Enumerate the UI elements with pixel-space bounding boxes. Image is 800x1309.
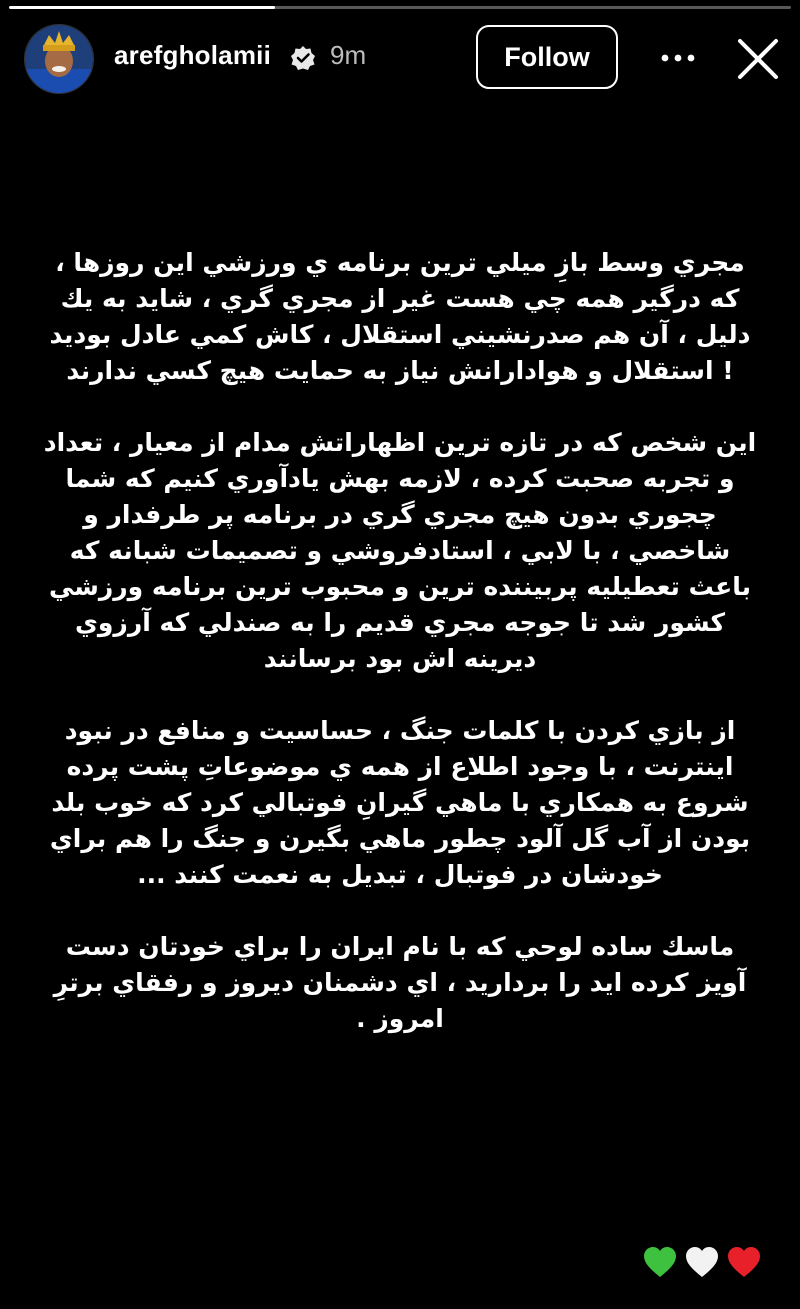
story-paragraph: از بازي كردن با كلمات جنگ ، حساسيت و منافع در نبود اينترنت ، با وجود اطلاع از همه ي موضوعاتِ پشت پرده شروع به همكاري با ماهي گيرانِ فوتبالي كرد كه خوب بلد بودن از آب گل آلود چطور ماهي بگيرن و جنگ را هم براي خودشان در فوتبال ، تبديل به نعمت كنند ...	[49, 716, 751, 889]
more-options-button[interactable]	[654, 40, 702, 76]
follow-button[interactable]: Follow	[476, 25, 618, 89]
username[interactable]: arefgholamii	[114, 40, 271, 70]
avatar-image	[25, 25, 93, 93]
more-horizontal-icon	[660, 53, 696, 63]
close-button[interactable]	[734, 36, 782, 82]
story-paragraph: مجري وسط بازِ ميلي ترين برنامه ي ورزشي اين روزها ، كه درگير همه چي هست غير از مجري گري ، شايد به يك دليل ، آن هم صدرنشيني استقلال ، كاش كمي عادل بوديد ! استقلال و هوادارانش نياز به حمايت هيچ كسي ندارند	[49, 248, 751, 385]
close-icon	[736, 37, 780, 81]
story-progress-fill	[9, 6, 275, 9]
verified-badge-icon	[290, 45, 316, 71]
post-time: 9m	[330, 40, 367, 70]
white-heart-icon	[684, 1245, 720, 1281]
reaction-hearts	[642, 1245, 762, 1281]
story-paragraph: اين شخص كه در تازه ترين اظهاراتش مدام از معيار ، تعداد و تجربه صحبت كرده ، لازمه بهش يادآوري كنيم كه شما چجوري بدون هيچ مجري گري در برنامه پر طرفدار و شاخصي ، با لابي ، استادفروشي و تصميمات شبانه كه باعث تعطيليه پربيننده ترين و محبوب ترين برنامه ورزشي كشور شد تا جوجه مجري قديم را به صندلي كه آرزوي ديرينه اش بود برسانند	[43, 428, 757, 673]
avatar[interactable]	[24, 24, 94, 94]
story-paragraph: ماسك ساده لوحي كه با نام ايران را براي خودتان دست آويز كرده ايد را برداريد ، اي دشمنان ديروز و رفقاي برترِ امروز .	[53, 932, 747, 1033]
story-progress-bar	[9, 6, 791, 9]
green-heart-icon	[642, 1245, 678, 1281]
story-text	[40, 245, 760, 1073]
red-heart-icon	[726, 1245, 762, 1281]
